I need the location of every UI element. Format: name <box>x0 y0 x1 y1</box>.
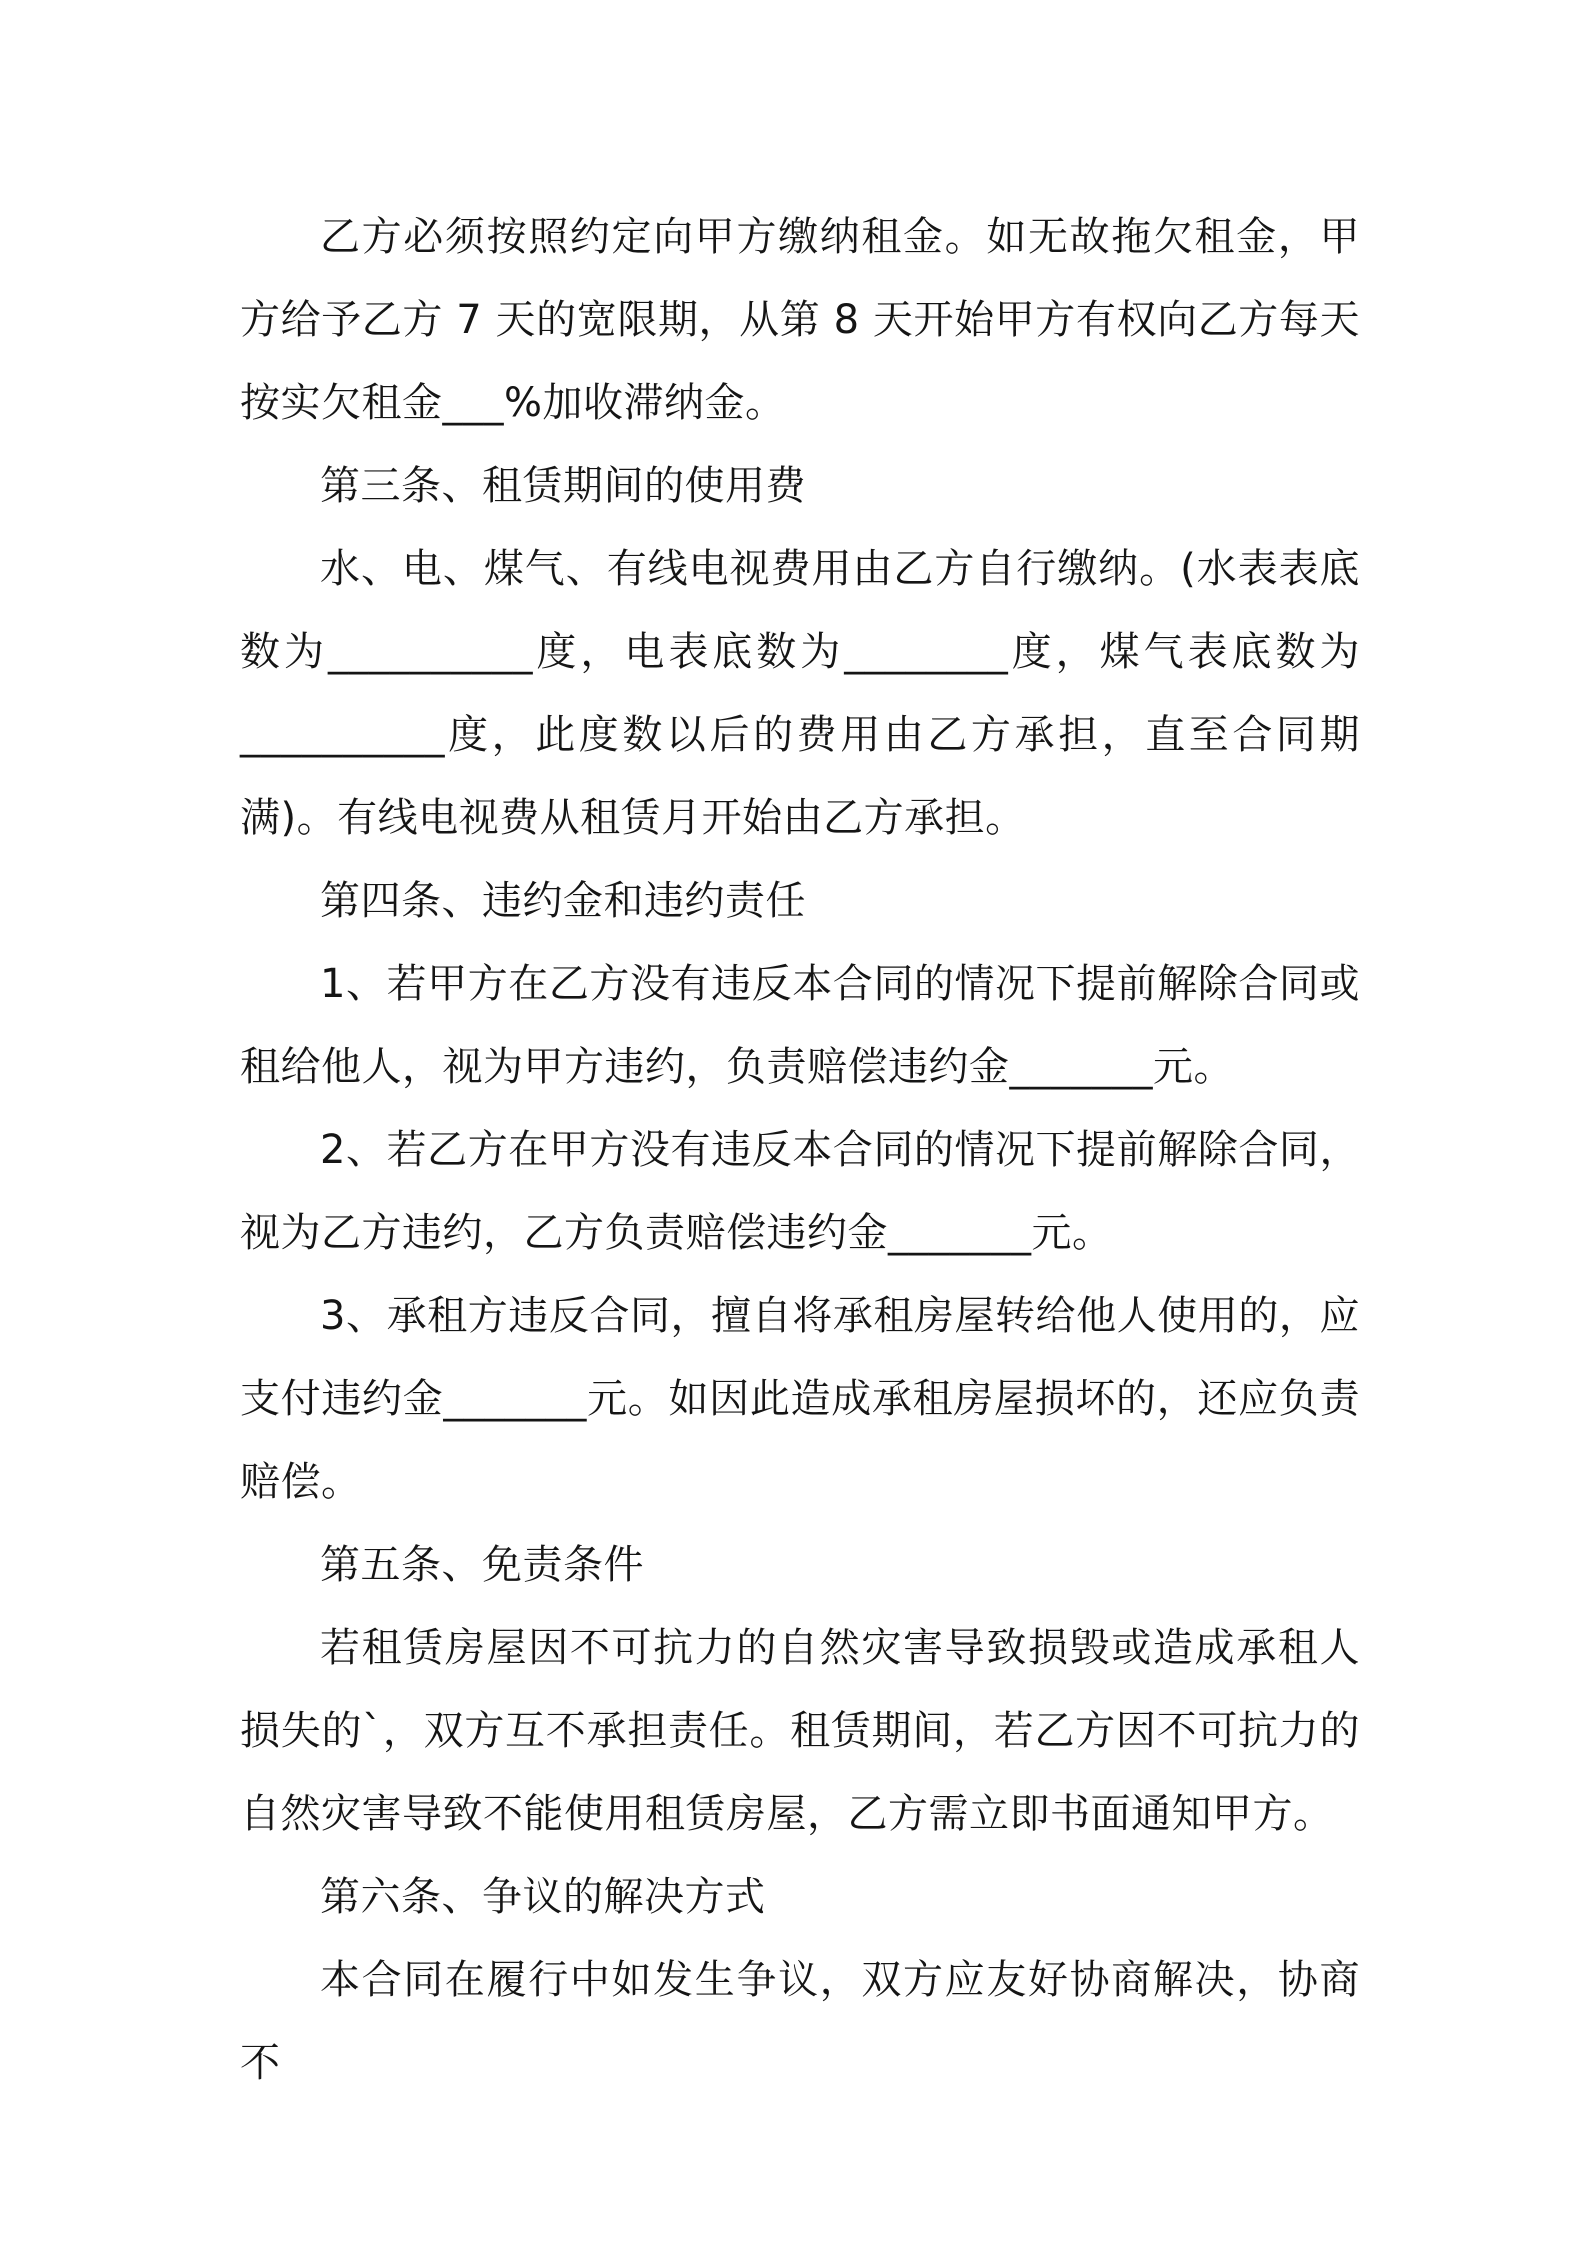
paragraph-rent-payment: 乙方必须按照约定向甲方缴纳租金。如无故拖欠租金，甲方给予乙方 7 天的宽限期，从第 8 天开始甲方有权向乙方每天按实欠租金___%加收滞纳金。 <box>240 214 1360 426</box>
paragraph-sublet-breach: 3、承租方违反合同，擅自将承租房屋转给他人使用的，应支付违约金_______元。如因此造成承租房屋损坏的，还应负责赔偿。 <box>240 1293 1360 1505</box>
paragraph-force-majeure: 若租赁房屋因不可抗力的自然灾害导致损毁或造成承租人损失的`，双方互不承担责任。租赁期间，若乙方因不可抗力的自然灾害导致不能使用租赁房屋，乙方需立即书面通知甲方。 <box>240 1625 1360 1837</box>
paragraph-tenant-breach: 2、若乙方在甲方没有违反本合同的情况下提前解除合同，视为乙方违约，乙方负责赔偿违约金_______元。 <box>240 1127 1360 1256</box>
document-body <box>240 196 1360 2105</box>
heading-article-3: 第三条、租赁期间的使用费 <box>320 463 806 509</box>
paragraph-utility-fees: 水、电、煤气、有线电视费用由乙方自行缴纳。(水表表底数为__________度，电表底数为________度，煤气表底数为__________度，此度数以后的费用由乙方承担，直至合同期满)。有线电视费从租赁月开始由乙方承担。 <box>240 546 1360 841</box>
heading-article-5: 第五条、免责条件 <box>320 1542 644 1588</box>
paragraph-dispute-resolution: 本合同在履行中如发生争议，双方应友好协商解决，协商不 <box>240 1957 1360 2086</box>
heading-article-6: 第六条、争议的解决方式 <box>320 1874 766 1920</box>
heading-article-4: 第四条、违约金和违约责任 <box>320 878 806 924</box>
paragraph-landlord-breach: 1、若甲方在乙方没有违反本合同的情况下提前解除合同或租给他人，视为甲方违约，负责赔偿违约金_______元。 <box>240 961 1360 1090</box>
